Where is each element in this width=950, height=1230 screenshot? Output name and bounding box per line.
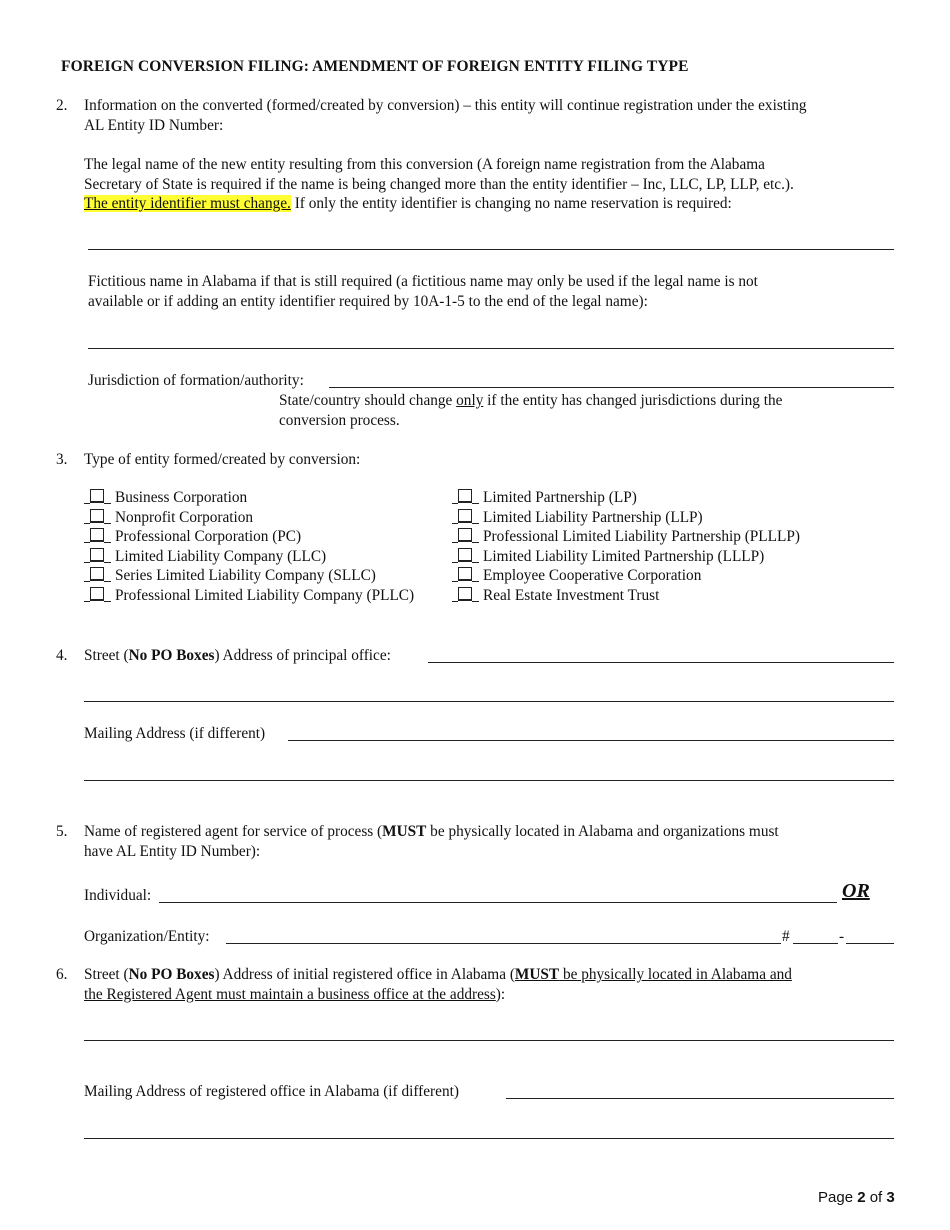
checkbox-icon[interactable]: [90, 489, 104, 503]
entity-type-option-right-2[interactable]: [452, 508, 703, 528]
entity-type-option-left-4[interactable]: [84, 547, 326, 567]
entity-type-option-right-1[interactable]: [452, 488, 637, 508]
fictitious-name-instructions-line2: available or if adding an entity identifier required by 10A-1-5 to the end of the legal name):: [88, 292, 648, 310]
checkbox-underline: [104, 547, 111, 563]
checkbox-underline: [104, 527, 111, 543]
entity-type-option-label: Employee Cooperative Corporation: [483, 567, 702, 584]
entity-id-part1-field[interactable]: [793, 943, 838, 944]
entity-type-option-label: Professional Limited Liability Partnership (PLLLP): [483, 528, 800, 545]
jurisdiction-field[interactable]: [329, 387, 894, 388]
section-3-number: 3.: [56, 451, 68, 468]
legal-name-instructions-line2: Secretary of State is required if the name is being changed more than the entity identifier – Inc, LLC, LP, LLP, etc.).: [84, 175, 794, 193]
entity-type-option-label: Business Corporation: [115, 489, 248, 506]
principal-office-field[interactable]: [428, 662, 894, 663]
checkbox-underline: [472, 547, 479, 563]
fictitious-name-field[interactable]: [88, 348, 894, 349]
individual-agent-field[interactable]: [159, 902, 837, 903]
principal-office-text-a: Street (: [84, 647, 129, 664]
registered-agent-line1: [84, 822, 894, 842]
or-label: OR: [842, 880, 870, 902]
checkbox-underline: [472, 586, 479, 602]
office-no-po-boxes-bold: No PO Boxes: [128, 966, 215, 983]
state-change-note: [279, 391, 782, 411]
state-note-text-a: State/country should change: [279, 392, 457, 409]
entity-type-option-right-6[interactable]: [452, 586, 659, 606]
registered-office-field[interactable]: [84, 1040, 894, 1041]
state-note-text-b: if the entity has changed jurisdictions during the: [483, 392, 783, 409]
office-mailing-address-field[interactable]: [506, 1098, 894, 1099]
checkbox-icon[interactable]: [458, 567, 472, 581]
office-text-a: Street (: [84, 966, 129, 983]
mailing-address-field-line2[interactable]: [84, 780, 894, 781]
section-5-number: 5.: [56, 823, 68, 840]
section-6-number: 6.: [56, 966, 68, 983]
office-text-line2: the Registered Agent must maintain a business office at the address: [84, 985, 496, 1003]
legal-name-instructions-line1: The legal name of the new entity resulting from this conversion (A foreign name registration from the Alabama: [84, 156, 765, 173]
checkbox-underline: [104, 508, 111, 524]
entity-id-dash: -: [839, 928, 845, 945]
state-change-note-line2: conversion process.: [279, 411, 400, 429]
entity-type-option-label: Professional Corporation (PC): [115, 528, 302, 545]
legal-name-instructions-rest: If only the entity identifier is changing no name reservation is required:: [290, 195, 732, 212]
office-text-b: ) Address of initial registered office in Alabama (: [214, 966, 515, 983]
entity-type-option-left-1[interactable]: [84, 488, 247, 508]
principal-office-field-line2[interactable]: [84, 701, 894, 702]
checkbox-icon[interactable]: [90, 509, 104, 523]
page-current: 2: [857, 1189, 866, 1206]
office-mailing-address-label: Mailing Address of registered office in Alabama (if different): [84, 1083, 459, 1100]
registered-agent-line2: have AL Entity ID Number):: [84, 842, 261, 860]
entity-identifier-highlight: The entity identifier must change.: [84, 195, 291, 212]
checkbox-icon[interactable]: [90, 567, 104, 581]
entity-type-option-label: Limited Liability Partnership (LLP): [483, 508, 703, 526]
of-word: of: [865, 1189, 887, 1206]
entity-type-option-label: Nonprofit Corporation: [115, 508, 254, 526]
office-text-line2-end: ):: [495, 985, 506, 1003]
entity-id-hash: #: [782, 928, 790, 945]
form-title: FOREIGN CONVERSION FILING: AMENDMENT OF FOREIGN ENTITY FILING TYPE: [61, 58, 689, 75]
checkbox-icon[interactable]: [90, 548, 104, 562]
section-2-number: 2.: [56, 97, 68, 114]
entity-type-option-left-2[interactable]: [84, 508, 253, 528]
agent-text-b: be physically located in Alabama and organizations must: [426, 823, 779, 840]
principal-office-label: [84, 646, 391, 666]
entity-type-option-left-5[interactable]: [84, 566, 376, 586]
checkbox-icon[interactable]: [90, 528, 104, 542]
office-mailing-address-field-line2[interactable]: [84, 1138, 894, 1139]
mailing-address-field[interactable]: [288, 740, 894, 741]
entity-type-option-right-5[interactable]: [452, 566, 701, 586]
section-4-number: 4.: [56, 647, 68, 664]
checkbox-icon[interactable]: [458, 528, 472, 542]
checkbox-underline: [472, 488, 479, 504]
entity-type-option-label: Series Limited Liability Company (SLLC): [115, 567, 376, 584]
office-text-c: be physically located in Alabama and: [559, 966, 792, 983]
agent-must-bold: MUST: [382, 823, 427, 840]
entity-type-option-label: Limited Liability Company (LLC): [115, 547, 327, 565]
checkbox-underline: [104, 566, 111, 582]
organization-entity-label: Organization/Entity:: [84, 928, 210, 945]
registered-office-line1: [84, 965, 792, 985]
page-total: 3: [886, 1189, 895, 1206]
mailing-address-label: Mailing Address (if different): [84, 725, 266, 742]
entity-type-option-right-4[interactable]: [452, 547, 764, 567]
agent-text-a: Name of registered agent for service of process (: [84, 823, 383, 840]
individual-label: Individual:: [84, 887, 152, 904]
entity-type-option-label: Limited Liability Limited Partnership (LLLP): [483, 547, 765, 565]
checkbox-underline: [472, 527, 479, 543]
jurisdiction-label: Jurisdiction of formation/authority:: [88, 372, 304, 389]
no-po-boxes-bold: No PO Boxes: [128, 647, 215, 664]
page-number: [818, 1188, 895, 1208]
section-2-intro-line1: Information on the converted (formed/created by conversion) – this entity will continue registration under the existing: [84, 97, 807, 114]
checkbox-icon[interactable]: [458, 587, 472, 601]
principal-office-text-b: ) Address of principal office:: [214, 647, 391, 664]
office-must-bold: MUST: [514, 966, 560, 983]
entity-type-option-label: Real Estate Investment Trust: [483, 586, 660, 604]
checkbox-icon[interactable]: [458, 489, 472, 503]
checkbox-underline: [104, 488, 111, 504]
entity-type-option-label: Limited Partnership (LP): [483, 489, 637, 506]
entity-type-option-label: Professional Limited Liability Company (PLLC): [115, 586, 415, 604]
checkbox-underline: [472, 508, 479, 524]
checkbox-underline: [472, 566, 479, 582]
checkbox-underline: [104, 586, 111, 602]
state-note-only: only: [456, 392, 484, 409]
page-word: Page: [818, 1189, 858, 1206]
checkbox-icon[interactable]: [458, 548, 472, 562]
entity-type-label: Type of entity formed/created by conversion:: [84, 451, 361, 468]
section-2-intro-line2: AL Entity ID Number:: [84, 116, 224, 134]
entity-type-option-left-3[interactable]: [84, 527, 301, 547]
entity-type-option-left-6[interactable]: [84, 586, 414, 606]
checkbox-icon[interactable]: [458, 509, 472, 523]
fictitious-name-instructions-line1: Fictitious name in Alabama if that is still required (a fictitious name may only be used if the legal name is not: [88, 273, 758, 290]
legal-name-instructions-line3: [84, 194, 732, 214]
registered-office-line2: [84, 985, 505, 1005]
entity-type-option-right-3[interactable]: [452, 527, 800, 547]
legal-name-field[interactable]: [88, 249, 894, 250]
entity-id-part2-field[interactable]: [846, 943, 894, 944]
checkbox-icon[interactable]: [90, 587, 104, 601]
organization-entity-field[interactable]: [226, 943, 781, 944]
